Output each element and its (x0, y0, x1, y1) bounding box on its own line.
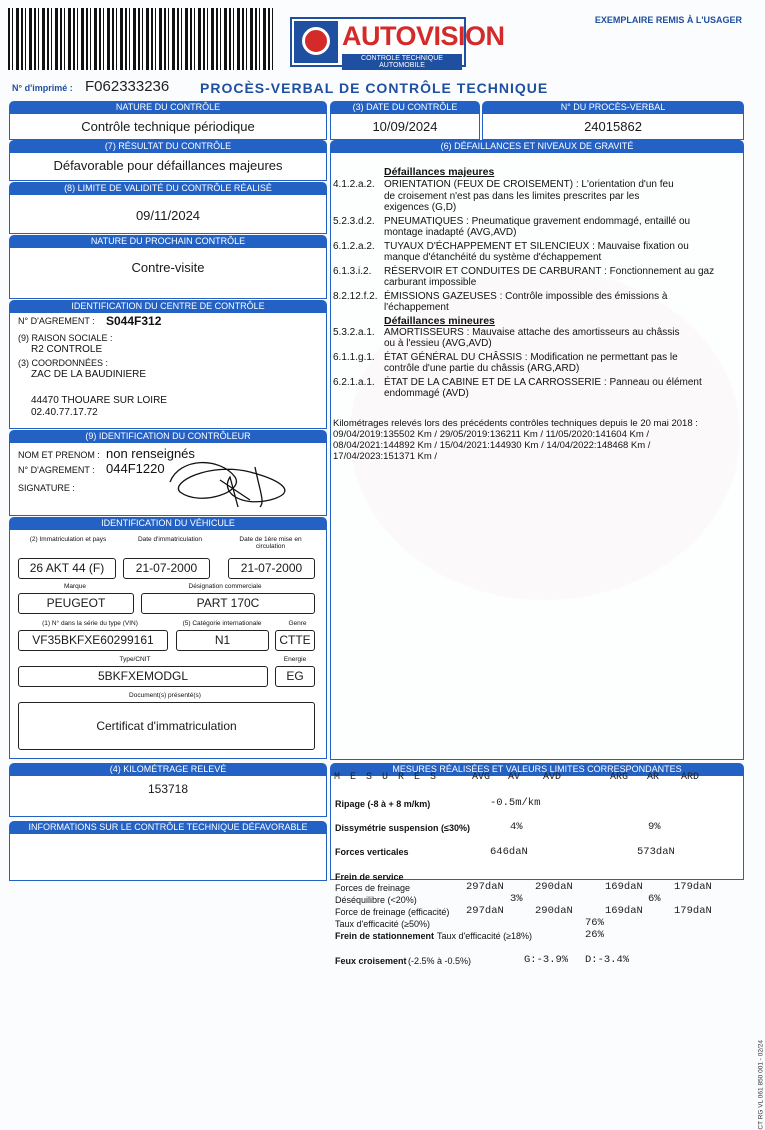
date-value: 10/09/2024 (372, 119, 438, 134)
type-label: Type/CNIT (119, 656, 151, 663)
validity-value: 09/11/2024 (135, 208, 201, 223)
first-circ-label: Date de 1ère mise en circulation (239, 536, 302, 550)
date-header: (3) DATE DU CONTRÔLE (330, 101, 480, 113)
center-agrement-label: N° D'AGREMENT : (18, 316, 95, 326)
brand-name: AUTOVISION (342, 21, 505, 51)
designation-field: PART 170C (141, 593, 315, 614)
col-avg: AVG (472, 772, 491, 783)
major-defect-line: montage inadapté (AVG,AVD) (384, 227, 517, 238)
stationnement-label: Taux d'efficacité (≥18%) (437, 931, 533, 941)
minor-code: 6.1.1.g.1. (333, 351, 375, 363)
autovision-logo (290, 17, 505, 69)
validity-box (9, 194, 327, 234)
controller-header: (9) IDENTIFICATION DU CONTRÔLEUR (9, 430, 327, 442)
result-box (9, 152, 327, 181)
center-phone: 02.40.77.17.72 (31, 407, 98, 418)
dissym-av: 4% (510, 821, 523, 833)
mileage-history-line: 09/04/2019:135502 Km / 29/05/2019:136211 Km / 11/05/2020:141604 Km / (333, 428, 650, 440)
genre-field: CTTE (275, 630, 315, 651)
vehicle-header: IDENTIFICATION DU VÉHICULE (9, 517, 327, 529)
major-code: 6.1.2.a.2. (333, 240, 375, 252)
desequilibre-label: Déséquilibre (<20%) (335, 895, 417, 905)
center-header: IDENTIFICATION DU CENTRE DE CONTRÔLE (9, 300, 327, 312)
categorie-field: N1 (176, 630, 269, 651)
mileage-history-line: 08/04/2021:144892 Km / 15/04/2021:144930 Km / 14/04/2022:148468 Km / (333, 439, 651, 451)
form-reference: CT RG VL 061 850 001 - 02/24 (758, 1040, 765, 1130)
major-defect-line: RÉSERVOIR ET CONDUITES DE CARBURANT : Fonctionnement au gaz (384, 265, 715, 277)
type-field: 5BKFXEMODGL (18, 666, 268, 687)
controller-name-label: NOM ET PRENOM : (18, 450, 100, 460)
date-immat-label: Date d'immatriculation (137, 536, 203, 543)
mileage-history-line: Kilométrages relevés lors des précédents contrôles techniques depuis le 20 mai 2018 : (333, 417, 698, 429)
vin-label: (1) N° dans la série du type (VIN) (42, 620, 138, 627)
col-avd: AVD (543, 772, 562, 783)
mileage-history-line: 17/04/2023:151371 Km / (333, 450, 438, 462)
marque-label: Marque (63, 583, 87, 590)
minor-defects-title: Défaillances mineures (384, 314, 495, 327)
date-box (330, 113, 480, 140)
dissym-label: Dissymétrie suspension (≤30%) (335, 823, 470, 833)
col-arg: ARG (610, 772, 629, 783)
copy-notice: EXEMPLAIRE REMIS À L'USAGER (594, 15, 742, 25)
feux-label: Feux croisement (335, 956, 407, 966)
major-defect-line: ÉMISSIONS GAZEUSES : Contrôle impossible des émissions à (384, 290, 668, 302)
nature-header: NATURE DU CONTRÔLE (9, 101, 327, 113)
signature-label: SIGNATURE : (18, 483, 75, 493)
stationnement-title: Frein de stationnement (335, 931, 435, 941)
major-code: 4.1.2.a.2. (333, 179, 375, 190)
col-av: AV (508, 772, 521, 783)
major-defect-line: l'échappement (384, 302, 449, 313)
major-code: 6.1.3.i.2. (333, 265, 372, 277)
mileage-header: (4) KILOMÉTRAGE RELEVÉ (9, 763, 327, 775)
mileage-box (9, 775, 327, 817)
immat-label: (2) Immatriculation et pays (29, 536, 107, 543)
force-eff-avd: 290daN (535, 905, 573, 917)
major-defect-line: de croisement n'est pas dans les limites prescrites par les (384, 190, 640, 202)
force-freinage-avd: 290daN (535, 881, 573, 893)
feux-d: D:-3.4% (585, 954, 630, 966)
first-circ-field: 21-07-2000 (228, 558, 315, 579)
controller-name-value: non renseignés (106, 446, 195, 461)
force-eff-arg: 169daN (605, 905, 643, 917)
next-control-box (9, 247, 327, 299)
col-ar: AR (647, 772, 660, 783)
major-code: 8.2.12.f.2. (333, 290, 378, 302)
major-defect-line: TUYAUX D'ÉCHAPPEMENT ET SILENCIEUX : Mauvaise fixation ou (384, 240, 689, 252)
ripage-av: -0.5m/km (490, 797, 541, 809)
minor-defect-line: contrôle d'une partie du châssis (ARG,ARD) (384, 363, 580, 374)
forces-ar: 573daN (637, 846, 675, 858)
frein-service-title: Frein de service (335, 872, 404, 882)
energie-field: EG (275, 666, 315, 687)
measures-col-header: M E S U R E S (334, 772, 439, 783)
categorie-label: (5) Catégorie internationale (182, 620, 262, 627)
major-defect-line: ORIENTATION (FEUX DE CROISEMENT) : L'orientation d'un feu (384, 179, 674, 190)
result-header: (7) RÉSULTAT DU CONTRÔLE (9, 140, 327, 152)
minor-defect-line: ÉTAT DE LA CABINE ET DE LA CARROSSERIE : Panneau ou élément (384, 376, 702, 388)
center-agrement-value: S044F312 (106, 314, 162, 328)
major-defect-line: carburant impossible (384, 277, 477, 288)
force-freinage-avg: 297daN (466, 881, 504, 893)
major-defect-line: manque d'étanchéité du système d'échappement (384, 252, 602, 263)
feux-g: G:-3.9% (524, 954, 569, 966)
force-eff-avg: 297daN (466, 905, 504, 917)
document-title: PROCÈS-VERBAL DE CONTRÔLE TECHNIQUE (200, 80, 549, 96)
mileage-value: 153718 (147, 782, 189, 796)
validity-header: (8) LIMITE DE VALIDITÉ DU CONTRÔLE RÉALISÉ (9, 182, 327, 194)
pv-box (482, 113, 744, 140)
forces-av: 646daN (490, 846, 528, 858)
taux-value: 76% (585, 917, 604, 929)
handwritten-signature (160, 452, 320, 512)
pv-header: N° DU PROCÈS-VERBAL (482, 101, 744, 113)
major-defect-line: PNEUMATIQUES : Pneumatique gravement endommagé, entaillé ou (384, 215, 691, 227)
stationnement-value: 26% (585, 929, 604, 941)
genre-label: Genre (288, 620, 307, 627)
defects-header: (6) DÉFAILLANCES ET NIVEAUX DE GRAVITÉ (330, 140, 744, 152)
taux-label: Taux d'efficacité (≥50%) (335, 919, 431, 929)
energie-label: Energie (283, 656, 307, 663)
measures-header: MESURES RÉALISÉES ET VALEURS LIMITES CORRESPONDANTES (330, 763, 744, 775)
controller-agrement-label: N° D'AGREMENT : (18, 465, 95, 475)
magnifier-car-icon (294, 21, 338, 63)
feux-limits: (-2.5% à -0.5%) (408, 956, 472, 966)
major-defects-title: Défaillances majeures (384, 166, 495, 178)
docs-field: Certificat d'immatriculation (18, 702, 315, 750)
vin-field: VF35BKFXE60299161 (18, 630, 168, 651)
col-ard: ARD (681, 772, 700, 783)
date-immat-field: 21-07-2000 (123, 558, 210, 579)
next-control-value: Contre-visite (131, 260, 205, 275)
docs-label: Document(s) présenté(s) (129, 692, 201, 699)
next-control-header: NATURE DU PROCHAIN CONTRÔLE (9, 235, 327, 247)
result-value: Défavorable pour défaillances majeures (53, 158, 283, 173)
address-line-1: ZAC DE LA BAUDINIERE (31, 369, 147, 380)
force-freinage-label: Forces de freinage (335, 883, 411, 893)
nature-value: Contrôle technique périodique (81, 119, 255, 134)
raison-value: R2 CONTROLE (31, 344, 103, 355)
designation-label: Désignation commerciale (188, 583, 262, 590)
minor-code: 5.3.2.a.1. (333, 326, 375, 338)
desequilibre-av: 3% (510, 893, 523, 905)
address-line-2: 44470 THOUARE SUR LOIRE (31, 395, 167, 406)
marque-field: PEUGEOT (18, 593, 134, 614)
coord-label: (3) COORDONNÉES : (18, 358, 109, 368)
force-freinage-ard: 179daN (674, 881, 712, 893)
ripage-label: Ripage (-8 à + 8 m/km) (335, 799, 431, 809)
minor-defect-line: endommagé (AVD) (384, 388, 469, 399)
major-defect-line: exigences (G,D) (384, 202, 457, 213)
minor-code: 6.2.1.a.1. (333, 376, 375, 388)
major-code: 5.2.3.d.2. (333, 215, 375, 227)
print-number-label: N° d'imprimé : (12, 83, 73, 93)
brand-subtitle: CONTROLE TECHNIQUE AUTOMOBILE (342, 54, 462, 70)
immat-field: 26 AKT 44 (F) (18, 558, 116, 579)
force-freinage-arg: 169daN (605, 881, 643, 893)
desequilibre-ar: 6% (648, 893, 661, 905)
force-eff-ard: 179daN (674, 905, 712, 917)
forces-label: Forces verticales (335, 847, 409, 857)
raison-label: (9) RAISON SOCIALE : (18, 333, 113, 343)
minor-defect-line: ÉTAT GÉNÉRAL DU CHÂSSIS : Modification ne permettant pas le (384, 351, 678, 363)
controller-agrement-value: 044F1220 (106, 461, 165, 476)
minor-defect-line: AMORTISSEURS : Mauvaise attache des amortisseurs au châssis (384, 326, 680, 338)
info-defavorable-box (9, 833, 327, 881)
minor-defect-line: ou à l'essieu (AVG,AVD) (384, 338, 492, 349)
print-number-value: F062333236 (85, 78, 170, 95)
force-eff-label: Force de freinage (efficacité) (335, 907, 450, 917)
nature-box (9, 113, 327, 140)
info-defavorable-header: INFORMATIONS SUR LE CONTRÔLE TECHNIQUE DÉFAVORABLE (9, 821, 327, 833)
dissym-ar: 9% (648, 821, 661, 833)
barcode (8, 8, 273, 70)
pv-value: 24015862 (584, 119, 642, 134)
